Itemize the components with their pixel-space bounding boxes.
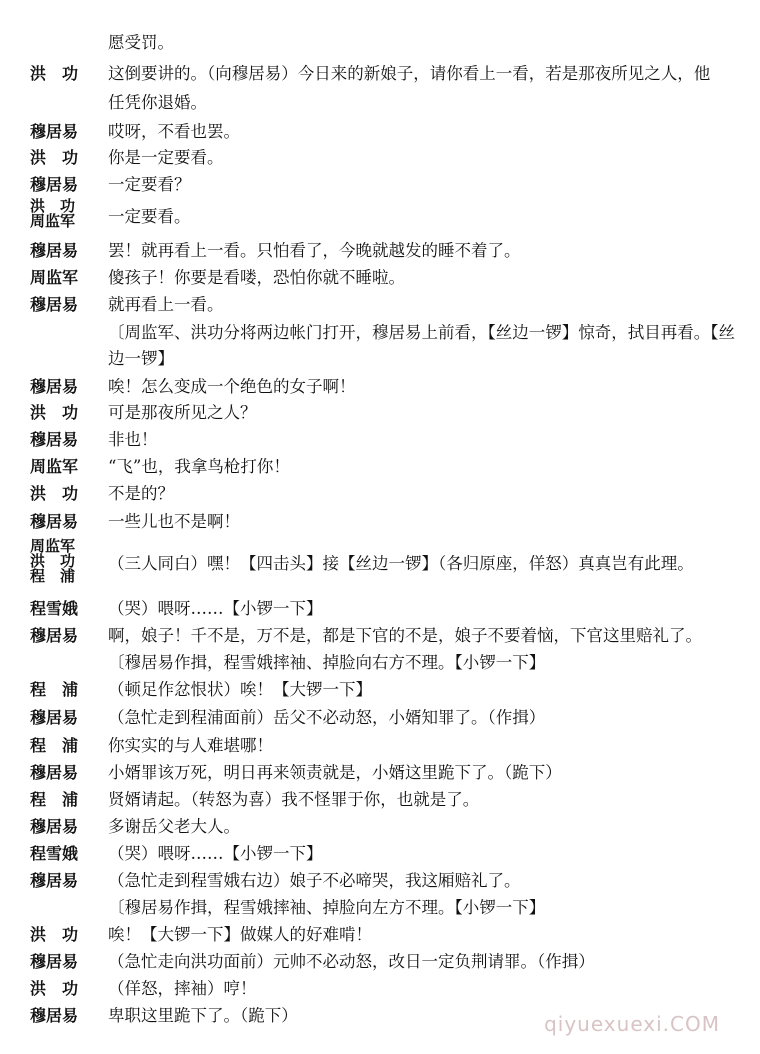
script-line (0, 119, 760, 144)
script-line (0, 454, 760, 479)
line-text: 啊，娘子！千不是，万不是，都是下官的不是，娘子不要着恼，下官这里赔礼了。 (108, 626, 702, 645)
line-text: 一定要看？ (108, 175, 191, 194)
speaker-label: 穆居易 (30, 512, 79, 531)
line-text: 罢！就再看上一看。只怕看了，今晚就越发的睡不着了。 (108, 241, 521, 260)
speaker-label: 穆居易 (30, 763, 79, 782)
line-text: 小婿罪该万死，明日再来领责就是，小婿这里跪下了。（跪下） (108, 763, 562, 782)
script-line (0, 509, 760, 534)
script-line (0, 760, 760, 785)
script-line (0, 922, 760, 947)
line-text: 非也！ (108, 430, 158, 449)
site-watermark: qiyuexuexi.COM (544, 1012, 720, 1036)
speaker-label: 洪 功 (30, 925, 79, 944)
speaker-label: 周监军 (30, 268, 79, 287)
speaker-label: 洪 功 (30, 552, 76, 570)
speaker-label: 穆居易 (30, 122, 79, 141)
script-line (0, 841, 760, 866)
script-line (0, 90, 760, 115)
line-text: 可是那夜所见之人？ (108, 403, 257, 422)
script-line (0, 374, 760, 399)
stage-direction (0, 895, 760, 920)
speaker-label: 穆居易 (30, 377, 79, 396)
speaker-label: 穆居易 (30, 175, 79, 194)
script-line (0, 949, 760, 974)
speaker-label: 穆居易 (30, 817, 79, 836)
line-text: 唉！怎么变成一个绝色的女子啊！ (108, 377, 356, 396)
script-line (0, 30, 760, 55)
speaker-label: 洪 功 (30, 64, 79, 83)
line-text: 你是一定要看。 (108, 148, 224, 167)
line-text: （急忙走向洪功面前）元帅不必动怒，改日一定负荆请罪。（作揖） (108, 952, 595, 971)
line-text: 〔穆居易作揖，程雪娥摔袖、掉脸向左方不理。【小锣一下】 (108, 898, 546, 917)
line-text: 你实实的与人难堪哪！ (108, 736, 273, 755)
script-line (0, 976, 760, 1001)
script-line (0, 196, 760, 232)
speaker-label: 穆居易 (30, 1006, 79, 1025)
line-text: 傻孩子！你要是看喽，恐怕你就不睡啦。 (108, 268, 405, 287)
script-line (0, 787, 760, 812)
script-line (0, 537, 760, 589)
line-text: （急忙走到程浦面前）岳父不必动怒，小婿知罪了。（作揖） (108, 708, 546, 727)
speaker-label: 程雪娥 (30, 599, 79, 618)
speaker-label: 洪 功 (30, 403, 79, 422)
script-line (0, 265, 760, 290)
script-line (0, 623, 760, 648)
stage-direction (0, 650, 760, 675)
line-text: 哎呀，不看也罢。 (108, 122, 240, 141)
script-line (0, 427, 760, 452)
speaker-label: 洪 功 (30, 148, 79, 167)
speaker-label: 程雪娥 (30, 844, 79, 863)
speaker-group (30, 539, 94, 584)
speaker-label: 穆居易 (30, 871, 79, 890)
line-text: 愿受罚。 (108, 33, 174, 52)
script-line (0, 596, 760, 621)
line-text: 唉！【大锣一下】做媒人的好难啃！ (108, 925, 372, 944)
script-line (0, 868, 760, 893)
speaker-label: 程 浦 (30, 736, 79, 755)
script-line (0, 814, 760, 839)
speaker-label: 周监军 (30, 212, 76, 230)
line-text: 卑职这里跪下了。（跪下） (108, 1006, 298, 1025)
line-text: （哭）喂呀……【小锣一下】 (108, 844, 323, 863)
speaker-label: 程 浦 (30, 567, 76, 585)
speaker-label: 洪 功 (30, 197, 76, 215)
line-text: 一定要看。 (108, 207, 191, 226)
speaker-label: 穆居易 (30, 626, 79, 645)
script-line (0, 172, 760, 197)
line-text: “飞”也，我拿鸟枪打你！ (108, 457, 290, 476)
script-line (0, 400, 760, 425)
line-text: （三人同白）嘿！【四击头】接【丝边一锣】（各归原座，佯怒）真真岂有此理。 (108, 554, 694, 573)
script-line (0, 292, 760, 317)
line-text: 边一锣】 (108, 349, 174, 368)
speaker-label: 穆居易 (30, 708, 79, 727)
line-text: 〔穆居易作揖，程雪娥摔袖、掉脸向右方不理。【小锣一下】 (108, 653, 546, 672)
line-text: 就再看上一看。 (108, 295, 224, 314)
script-line (0, 481, 760, 506)
script-line (0, 733, 760, 758)
line-text: （顿足作忿恨状）唉！【大锣一下】 (108, 680, 372, 699)
speaker-label: 洪 功 (30, 979, 79, 998)
script-line (0, 61, 760, 86)
line-text: 这倒要讲的。（向穆居易）今日来的新娘子，请你看上一看，若是那夜所见之人，他 (108, 64, 711, 83)
line-text: 〔周监军、洪功分将两边帐门打开，穆居易上前看，【丝边一锣】惊奇，拭目再看。【丝 (108, 323, 735, 342)
line-text: （急忙走到程雪娥右边）娘子不必啼哭，我这厢赔礼了。 (108, 871, 521, 890)
speaker-label: 程 浦 (30, 790, 79, 809)
script-line (0, 705, 760, 730)
line-text: 多谢岳父老大人。 (108, 817, 240, 836)
speaker-group (30, 199, 94, 229)
speaker-label: 穆居易 (30, 952, 79, 971)
line-text: 一些儿也不是啊！ (108, 512, 240, 531)
speaker-label: 穆居易 (30, 430, 79, 449)
speaker-label: 周监军 (30, 537, 76, 555)
line-text: （哭）喂呀……【小锣一下】 (108, 599, 323, 618)
speaker-label: 穆居易 (30, 241, 79, 260)
speaker-label: 周监军 (30, 457, 79, 476)
line-text: 任凭你退婚。 (108, 93, 207, 112)
stage-direction (0, 320, 760, 345)
speaker-label: 穆居易 (30, 295, 79, 314)
speaker-label: 洪 功 (30, 484, 79, 503)
line-text: 贤婿请起。（转怒为喜）我不怪罪于你，也就是了。 (108, 790, 480, 809)
script-line (0, 238, 760, 263)
line-text: 不是的？ (108, 484, 174, 503)
line-text: （佯怒，摔袖）哼！ (108, 979, 257, 998)
script-line (0, 145, 760, 170)
speaker-label: 程 浦 (30, 680, 79, 699)
script-line (0, 677, 760, 702)
stage-direction (0, 346, 760, 371)
